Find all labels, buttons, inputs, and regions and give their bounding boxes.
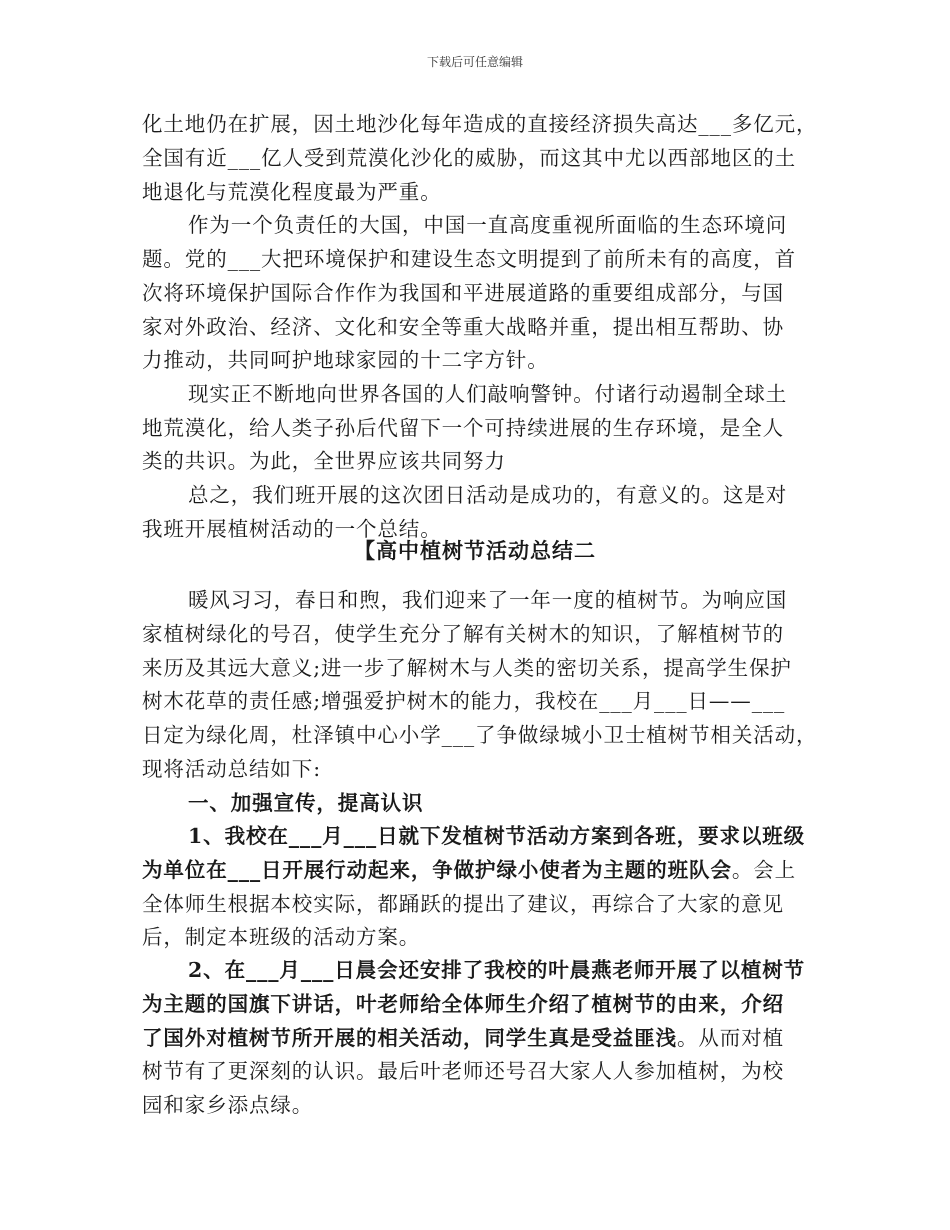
bold-text: 了国外对植树节所开展的相关活动，同学生真是受益匪浅: [142, 1026, 677, 1050]
text-line: [188, 819, 805, 853]
text-line: 我班开展植树活动的一个总结。: [142, 517, 442, 541]
text-line: 力推动，共同呵护地球家园的十二字方针。: [142, 348, 549, 372]
bold-text: 1、我校在___月___日就下发植树节活动方案到各班，要求以班级: [188, 824, 806, 848]
text-line: 次将环境保护国际合作作为我国和平进展道路的重要组成部分，与国: [142, 281, 784, 305]
text-line: 类的共识。为此，全世界应该共同努力: [142, 449, 506, 473]
text-line: 总之，我们班开展的这次团日活动是成功的，有意义的。这是对: [188, 483, 788, 507]
text-line: 地退化与荒漠化程度最为严重。: [142, 180, 442, 204]
bold-text: 为单位在___日开展行动起来，争做护绿小使者为主题的班队会: [142, 858, 732, 882]
text-line: 全体师生根据本校实际，都踊跃的提出了建议，再综合了大家的意见: [142, 892, 784, 916]
bold-text: 为主题的国旗下讲话，叶老师给全体师生介绍了植树节的由来，介绍: [142, 992, 784, 1016]
text-line: [188, 953, 805, 987]
text-line: 树节有了更深刻的认识。最后叶老师还号召大家人人参加植树，为校: [142, 1059, 784, 1083]
text-line: 题。党的___大把环境保护和建设生态文明提到了前所未有的高度，首: [142, 247, 797, 271]
bold-text: 2、在___月___日晨会还安排了我校的叶晨燕老师开展了以植树节: [188, 958, 806, 982]
plain-text: 。从而对植: [677, 1026, 784, 1050]
text-line: [142, 1021, 784, 1055]
plain-text: 。会上: [731, 858, 797, 882]
text-line: [142, 853, 796, 887]
text-line: 来历及其远大意义;进一步了解树木与人类的密切关系，提高学生保护: [142, 656, 792, 680]
text-line: 地荒漠化，给人类子孙后代留下一个可持续进展的生存环境，是全人: [142, 416, 784, 440]
text-line: 家植树绿化的号召，使学生充分了解有关树木的知识，了解植树节的: [142, 622, 784, 646]
page-header: 下载后可任意编辑: [426, 55, 523, 69]
section-title: 【高中植树节活动总结二: [354, 538, 596, 563]
text-line: 现将活动总结如下:: [142, 757, 322, 781]
text-line: 暖风习习，春日和煦，我们迎来了一年一度的植树节。为响应国: [188, 588, 788, 612]
text-line: 后，制定本班级的活动方案。: [142, 925, 421, 949]
text-line: 树木花草的责任感;增强爱护树木的能力，我校在___月___日——___: [142, 689, 786, 713]
text-line: 园和家乡添点绿。: [142, 1093, 314, 1117]
text-line: 家对外政治、经济、文化和安全等重大战略并重，提出相互帮助、协: [142, 315, 784, 339]
text-line: 全国有近___亿人受到荒漠化沙化的威胁，而这其中尤以西部地区的土: [142, 146, 797, 170]
text-line: [142, 987, 784, 1021]
text-line: 日定为绿化周，杜泽镇中心小学___了争做绿城小卫士植树节相关活动，: [142, 723, 818, 747]
subheading: 一、加强宣传，提高认识: [188, 791, 424, 815]
text-line: 作为一个负责任的大国，中国一直高度重视所面临的生态环境问: [188, 213, 788, 237]
text-line: 现实正不断地向世界各国的人们敲响警钟。付诸行动遏制全球土: [188, 382, 788, 406]
text-line: 化土地仍在扩展，因土地沙化每年造成的直接经济损失高达___多亿元，: [142, 112, 818, 136]
